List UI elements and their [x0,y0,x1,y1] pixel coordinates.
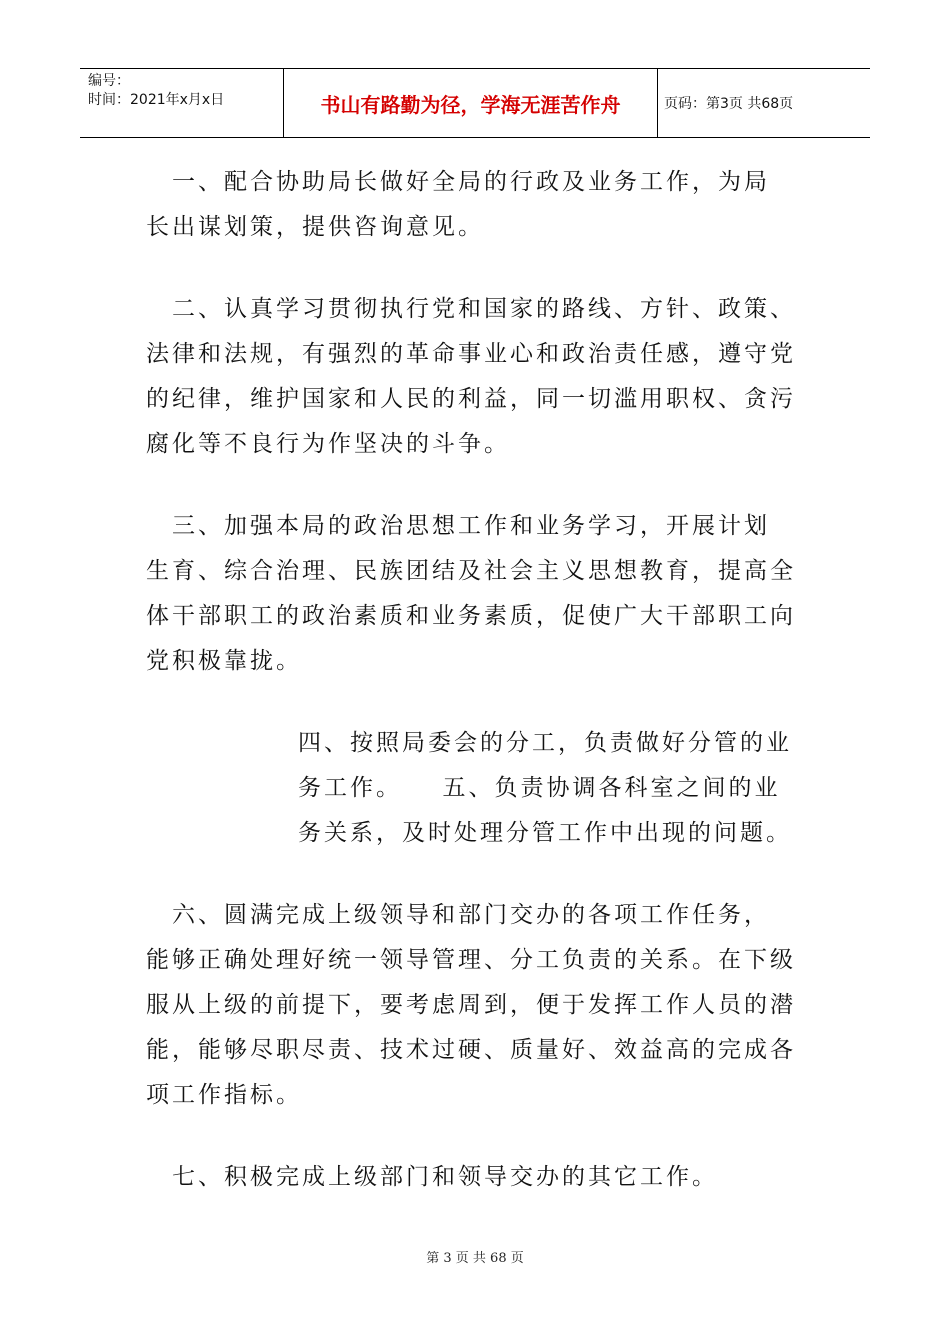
paragraph-line: 能够正确处理好统一领导管理、分工负责的关系。在下级 [146,947,796,973]
paragraph [146,1155,806,1200]
paragraph-line: 一、配合协助局长做好全局的行政及业务工作，为局 [146,169,770,195]
paragraph [146,893,806,1118]
paragraph-line: 七、积极完成上级部门和领导交办的其它工作。 [146,1164,718,1190]
paragraph-line: 四、按照局委会的分工，负责做好分管的业 [298,730,792,756]
paragraph [146,504,806,684]
paragraph-line: 的纪律，维护国家和人民的利益，同一切滥用职权、贪污 [146,386,796,412]
paragraph-line: 六、圆满完成上级领导和部门交办的各项工作任务， [146,902,770,928]
paragraph [146,287,806,467]
paragraph-line: 长出谋划策，提供咨询意见。 [146,214,484,240]
paragraph-line: 法律和法规，有强烈的革命事业心和政治责任感，遵守党 [146,341,796,367]
paragraph-line: 体干部职工的政治素质和业务素质，促使广大干部职工向 [146,603,796,629]
page-header [80,68,870,138]
paragraph-line: 项工作指标。 [146,1082,302,1108]
paragraph-line: 生育、综合治理、民族团结及社会主义思想教育，提高全 [146,558,796,584]
paragraph-line: 能，能够尽职尽责、技术过硬、质量好、效益高的完成各 [146,1037,796,1063]
header-motto: 书山有路勤为径，学海无涯苦作舟 [284,69,658,137]
paragraph-line: 二、认真学习贯彻执行党和国家的路线、方针、政策、 [146,296,796,322]
paragraph-line: 务关系，及时处理分管工作中出现的问题。 [298,820,792,846]
document-time: 时间：2021年x月x日 [88,92,225,108]
paragraph-line: 腐化等不良行为作坚决的斗争。 [146,431,510,457]
header-page-info: 页码：第3页 共68页 [664,96,794,112]
paragraph-line: 务工作。 五、负责协调各科室之间的业 [298,775,781,801]
page-footer: 第 3 页 共 68 页 [426,1251,524,1266]
paragraph-line: 三、加强本局的政治思想工作和业务学习，开展计划 [146,513,770,539]
header-meta [80,69,284,137]
paragraph-line: 服从上级的前提下，要考虑周到，便于发挥工作人员的潜 [146,992,796,1018]
document-number-label: 编号： [88,73,130,89]
document-body [146,160,806,1237]
paragraph [146,160,806,250]
paragraph-line: 党积极靠拢。 [146,648,302,674]
paragraph [146,721,806,856]
